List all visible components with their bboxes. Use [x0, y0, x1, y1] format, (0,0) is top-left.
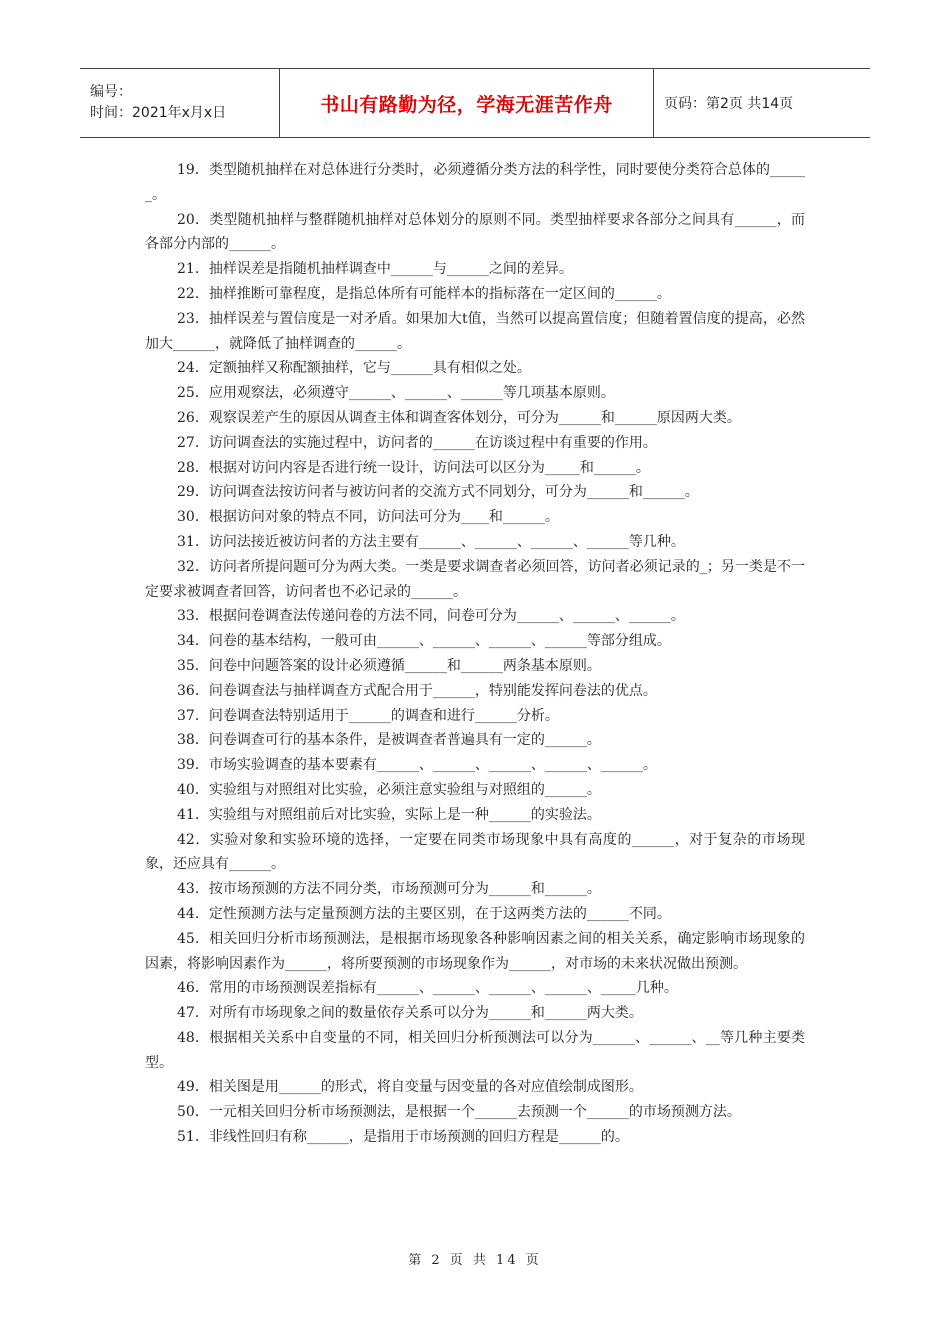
question-item: 48．根据相关关系中自变量的不同，相关回归分析预测法可以分为______、______、__等几种主要类型。: [145, 1029, 805, 1071]
question-item: 29．访问调查法按访问者与被访问者的交流方式不同划分，可分为______和______。: [177, 484, 699, 501]
question-item: 36．问卷调查法与抽样调查方式配合用于______，特别能发挥问卷法的优点。: [177, 682, 657, 699]
question-item: 26．观察误差产生的原因从调查主体和调查客体划分，可分为______和______原因两大类。: [177, 409, 741, 426]
question-item: 20．类型随机抽样与整群随机抽样对总体划分的原则不同。类型抽样要求各部分之间具有______，而各部分内部的______。: [145, 211, 805, 253]
question-item: 44．定性预测方法与定量预测方法的主要区别，在于这两类方法的______不同。: [177, 905, 671, 922]
date-label: 时间：2021年x月x日: [90, 105, 227, 121]
question-item: 42．实验对象和实验环境的选择，一定要在同类市场现象中具有高度的______，对于复杂的市场现象，还应具有______。: [145, 831, 805, 873]
question-item: 27．访问调查法的实施过程中，访问者的______在访谈过程中有重要的作用。: [177, 434, 657, 451]
header-meta: [80, 69, 280, 137]
question-item: 41．实验组与对照组前后对比实验，实际上是一种______的实验法。: [177, 806, 601, 823]
question-list: [145, 158, 805, 1150]
question-item: 21．抽样误差是指随机抽样调查中______与______之间的差异。: [177, 261, 573, 278]
page-header: [80, 68, 870, 138]
question-item: 46．常用的市场预测误差指标有______、______、______、______、_____几种。: [177, 980, 678, 997]
question-item: 49．相关图是用______的形式，将自变量与因变量的各对应值绘制成图形。: [177, 1079, 643, 1096]
question-item: 50．一元相关回归分析市场预测法，是根据一个______去预测一个______的市场预测方法。: [177, 1104, 741, 1121]
question-item: 32．访问者所提问题可分为两大类。一类是要求调查者必须回答，访问者必须记录的_；另一类是不一定要求被调查者回答，访问者也不必记录的______。: [145, 558, 805, 600]
header-motto-cell: [280, 69, 654, 137]
question-item: 28．根据对访问内容是否进行统一设计，访问法可以区分为_____和______。: [177, 459, 650, 476]
question-item: 23．抽样误差与置信度是一对矛盾。如果加大t值，当然可以提高置信度；但随着置信度的提高，必然加大______，就降低了抽样调查的______。: [145, 310, 805, 352]
question-item: 24．定额抽样又称配额抽样，它与______具有相似之处。: [177, 360, 531, 377]
question-item: 45．相关回归分析市场预测法，是根据市场现象各种影响因素之间的相关关系，确定影响市场现象的因素，将影响因素作为______，将所要预测的市场现象作为______，对市场的未来状况做出预测。: [145, 930, 805, 972]
serial-label: 编号：: [90, 84, 132, 100]
question-item: 33．根据问卷调查法传递问卷的方法不同，问卷可分为______、______、______。: [177, 608, 685, 625]
question-item: 40．实验组与对照组对比实验，必须注意实验组与对照组的______。: [177, 781, 601, 798]
question-item: 47．对所有市场现象之间的数量依存关系可以分为______和______两大类。: [177, 1005, 643, 1022]
question-item: 22．抽样推断可靠程度，是指总体所有可能样本的指标落在一定区间的______。: [177, 285, 671, 302]
question-item: 38．问卷调查可行的基本条件，是被调查者普遍具有一定的______。: [177, 732, 601, 749]
question-item: 35．问卷中问题答案的设计必须遵循______和______两条基本原则。: [177, 657, 601, 674]
question-item: 31．访问法接近被访问者的方法主要有______、______、______、______等几种。: [177, 533, 685, 550]
question-item: 19．类型随机抽样在对总体进行分类时，必须遵循分类方法的科学性，同时要使分类符合总体的______。: [145, 162, 805, 203]
question-item: 51．非线性回归有称______，是指用于市场预测的回归方程是______的。: [177, 1129, 629, 1146]
header-page-cell: [654, 69, 870, 137]
question-item: 30．根据访问对象的特点不同，访问法可分为____和______。: [177, 509, 559, 526]
question-item: 25．应用观察法，必须遵守______、______、______等几项基本原则。: [177, 385, 615, 402]
question-item: 43．按市场预测的方法不同分类，市场预测可分为______和______。: [177, 881, 601, 898]
page-footer: 第 2 页 共 14 页: [408, 1253, 542, 1268]
question-item: 39．市场实验调查的基本要素有______、______、______、______、______。: [177, 757, 657, 774]
page-number-label: 页码：第2页 共14页: [664, 96, 794, 112]
motto: 书山有路勤为径，学海无涯苦作舟: [320, 93, 613, 116]
question-item: 34．问卷的基本结构，一般可由______、______、______、______等部分组成。: [177, 633, 671, 650]
question-item: 37．问卷调查法特别适用于______的调查和进行______分析。: [177, 707, 559, 724]
